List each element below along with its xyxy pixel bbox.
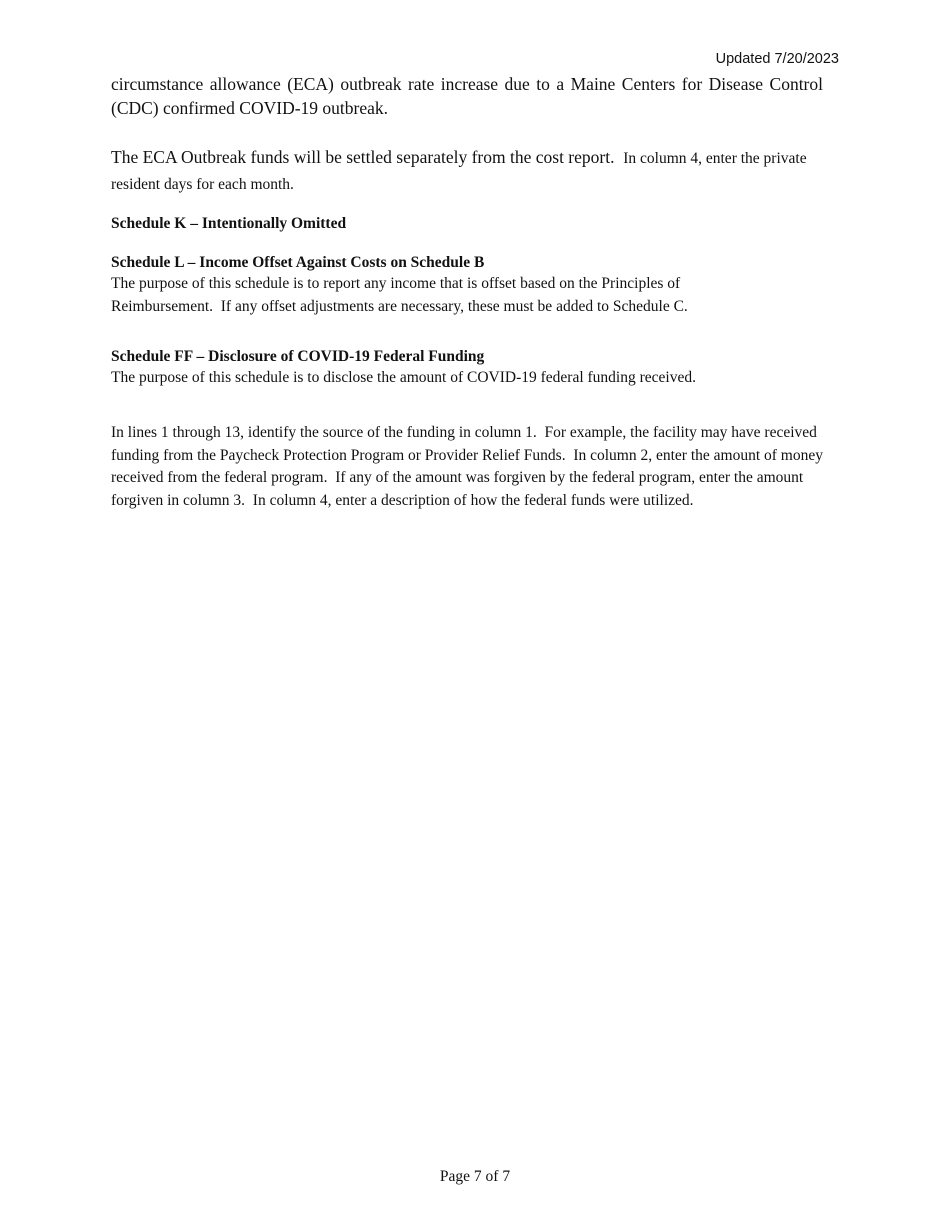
intro-paragraph: circumstance allowance (ECA) outbreak rate increase due to a Maine Centers for Disease Control (CDC) confirmed COVID-19 outbreak. [111, 74, 828, 118]
updated-date: Updated 7/20/2023 [715, 51, 839, 67]
schedule-ff-paragraph-1: The purpose of this schedule is to disclose the amount of COVID-19 federal funding received. [111, 369, 696, 386]
schedule-ff-section [111, 347, 823, 390]
schedule-l-heading: Schedule L – Income Offset Against Costs on Schedule B [111, 254, 485, 271]
schedule-k-heading: Schedule K – Intentionally Omitted [111, 215, 347, 232]
eca-paragraph-lead: The ECA Outbreak funds will be settled separately from the cost report. [111, 147, 615, 167]
schedule-k-section [111, 214, 823, 234]
eca-paragraph-tail: In column 4, enter the private resident days for each month. [111, 150, 811, 193]
schedule-ff-heading: Schedule FF – Disclosure of COVID-19 Federal Funding [111, 348, 485, 365]
schedule-ff-paragraph-2: In lines 1 through 13, identify the source of the funding in column 1. For example, the facility may have received funding from the Paycheck Protection Program or Provider Relief Funds. In column 2, enter the amount of money received from the federal program. If any of the amount was forgiven by the federal program, enter the amount forgiven in column 3. In column 4, enter a description of how the federal funds were utilized. [111, 424, 827, 509]
intro-section [111, 72, 828, 120]
page-number: Page 7 of 7 [439, 1168, 511, 1185]
schedule-l-section [111, 253, 823, 318]
eca-paragraph [111, 145, 823, 197]
schedule-l-paragraph: The purpose of this schedule is to report any income that is offset based on the Principles of Reimbursement. If any offset adjustments are necessary, these must be added to Schedule C. [111, 275, 688, 315]
eca-section [111, 145, 823, 197]
schedule-ff-instructions [111, 422, 833, 512]
